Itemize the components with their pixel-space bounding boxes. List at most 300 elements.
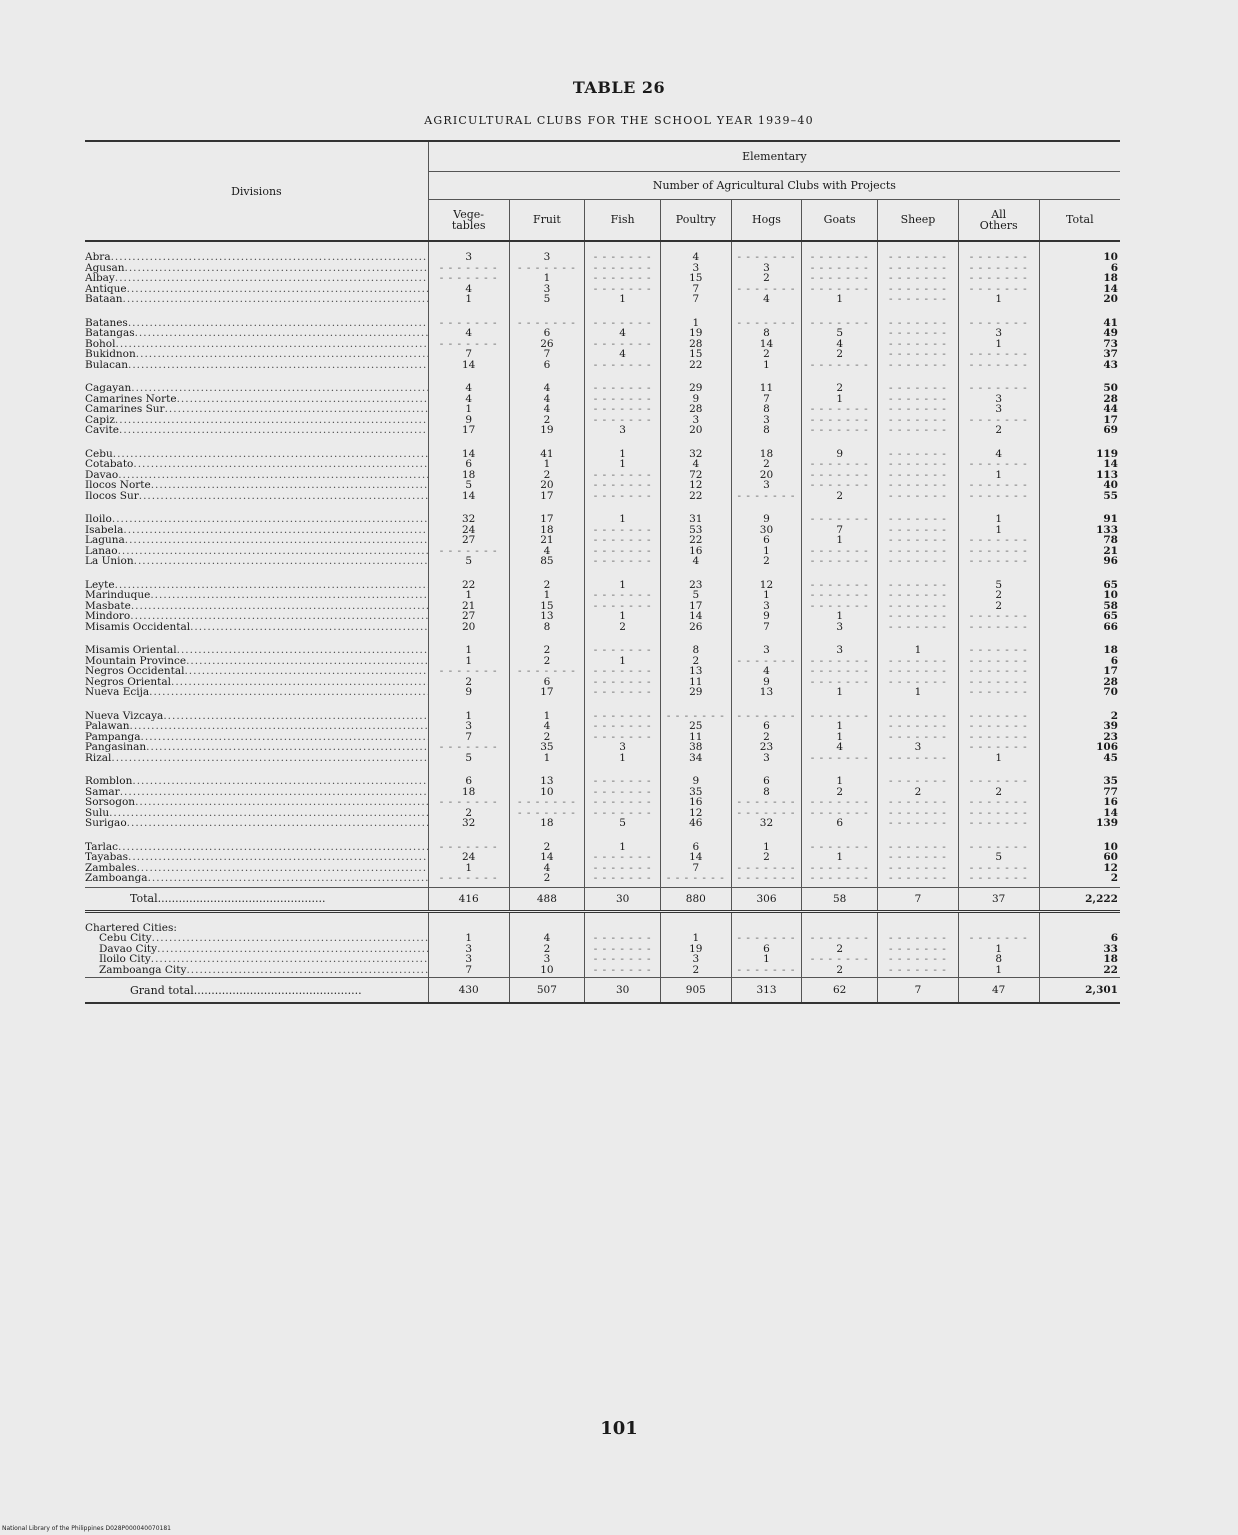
cell-value: 7 [763,621,770,632]
cell-value: - - - - - - - [969,807,1028,818]
cell-value: - - - - - - - [593,545,652,556]
spacer [959,923,1039,934]
cell-value: - - - - - - - [593,786,652,797]
cell-value: 6 [1110,933,1118,944]
cell-value: - - - - - - - [888,262,947,273]
cell-value: 1 [465,862,472,873]
total-value: 2,222 [1039,887,1120,911]
cell-value: 3 [543,252,551,263]
division-name: Misamis Oriental ..... [85,645,428,656]
cell-value: 85 [540,556,554,567]
cell-value: - - - - - - - [888,873,947,884]
cell-value: 17 [689,600,703,611]
cell-value: 1 [836,687,844,698]
cell-value: - - - - - - - [969,556,1028,567]
cell-value: 28 [1103,393,1118,404]
cell-value: - - - - - - - [888,283,947,294]
cell-value: 5 [995,852,1003,863]
spacer [585,923,660,934]
cell-value: - - - - - - - [810,600,869,611]
cell-value: 44 [1103,404,1118,415]
cell-value: - - - - - - - [593,873,652,884]
cell-value: 4 [543,862,551,873]
cell-value: - - - - - - - [810,579,869,590]
cell-value: - - - - - - - [593,721,652,732]
cell-value: - - - - - - - [666,710,725,721]
cell-value: - - - - - - - [737,873,796,884]
cell-value: 20 [1103,294,1118,305]
cell-value: - - - - - - - [888,359,947,370]
total-value: 313 [731,978,802,1004]
cell-value: 2 [543,943,551,954]
cell-value: 2 [543,645,551,656]
cell-value: 3 [763,414,770,425]
cell-value: - - - - - - - [593,862,652,873]
cell-value: 15 [689,349,703,360]
cell-value: 3 [995,328,1003,339]
cell-value: 14 [1103,459,1118,470]
cell-value: 16 [689,797,703,808]
cell-value: 1 [692,317,700,328]
cell-value: 73 [1103,338,1118,349]
cell-value: 9 [465,687,472,698]
cell-value: 1 [836,776,844,787]
cell-value: 2 [836,349,844,360]
cell-value: 7 [465,349,472,360]
cell-value: - - - - - - - [969,933,1028,944]
cell-value: - - - - - - - [593,469,652,480]
cell-value: 16 [1103,797,1118,808]
cell-value: - - - - - - - [810,283,869,294]
cell-value: 32 [461,818,476,829]
cell-value: 29 [689,687,703,698]
cell-value: 17 [1103,414,1118,425]
cell-value: - - - - - - - [810,556,869,567]
cell-value: - - - - - - - [969,459,1028,470]
cell-value: 35 [689,786,703,797]
cell-value: 3 [692,954,700,965]
cell-value: 1 [914,687,922,698]
spacer [429,923,509,934]
cell-value: - - - - - - - [593,404,652,415]
division-group [85,439,1120,505]
cell-value: 3 [763,262,770,273]
cell-value: - - - - - - - [888,294,947,305]
division-name: Camarines Norte ..... [85,394,428,405]
cell-value: - - - - - - - [888,459,947,470]
cell-value: - - - - - - - [593,600,652,611]
division-name: Romblon ..... [85,776,428,787]
column-header: Vege- tables [428,199,509,241]
cell-value: 69 [1103,425,1118,436]
division-group [85,911,1120,978]
division-name: Bukidnon ..... [85,349,428,360]
cell-value: 1 [995,964,1003,975]
cell-value: 8 [763,404,770,415]
cell-value: - - - - - - - [517,262,576,273]
cell-value: - - - - - - - [517,797,576,808]
cell-value: - - - - - - - [969,655,1028,666]
cell-value: 1 [836,721,844,732]
cell-value: 12 [1103,862,1118,873]
cell-value: 7 [692,294,700,305]
cell-value: 35 [1103,776,1118,787]
cell-value: - - - - - - - [810,514,869,525]
cell-value: 2 [543,731,551,742]
cell-value: 20 [689,425,703,436]
cell-value: 4 [836,742,844,753]
cell-value: - - - - - - - [810,752,869,763]
total-label: Total................................................ [85,887,428,911]
cell-value: - - - - - - - [593,556,652,567]
cell-value: - - - - - - - [888,655,947,666]
cell-value: 32 [461,514,476,525]
cell-value: 9 [763,514,770,525]
cell-value: 2 [692,655,700,666]
cell-value: 13 [689,666,703,677]
cell-value: 14 [689,611,703,622]
division-group [85,241,1120,308]
division-name: Negros Occidental ..... [85,666,428,677]
cell-value: 19 [540,425,554,436]
cell-value: 20 [759,469,774,480]
cell-value: - - - - - - - [737,807,796,818]
division-name: Batangas ..... [85,328,428,339]
division-group [85,635,1120,701]
cell-value: 1 [995,752,1003,763]
division-name: Capiz ..... [85,415,428,426]
cell-value: 2 [543,873,551,884]
cell-value: 7 [465,731,472,742]
division-group [85,570,1120,636]
total-value: 7 [878,887,959,911]
division-name: Nueva Vizcaya ..... [85,711,428,722]
cell-value: - - - - - - - [888,252,947,263]
cell-value: - - - - - - - [888,480,947,491]
cell-value: - - - - - - - [810,359,869,370]
table-subtitle: AGRICULTURAL CLUBS FOR THE SCHOOL YEAR 1939–40 [424,114,814,127]
cell-value: 18 [1103,645,1118,656]
total-label: Grand total................................................ [85,978,428,1004]
cell-value: 2 [836,490,844,501]
cell-value: 7 [543,349,551,360]
cell-value: - - - - - - - [888,524,947,535]
cell-value: 3 [763,480,770,491]
cell-value: - - - - - - - [810,414,869,425]
cell-value: 19 [689,328,703,339]
cell-value: - - - - - - - [810,545,869,556]
cell-value: 8 [763,786,770,797]
cell-value: 3 [836,621,844,632]
cell-value: - - - - - - - [439,873,498,884]
division-name: Marinduque ..... [85,590,428,601]
cell-value: 25 [689,721,703,732]
cell-value: 4 [692,252,700,263]
total-value: 507 [509,978,585,1004]
cell-value: 6 [465,776,472,787]
cell-value: 14 [759,338,774,349]
cell-value: - - - - - - - [888,514,947,525]
cell-value: - - - - - - - [593,414,652,425]
cell-value: - - - - - - - [439,338,498,349]
spacer [1040,923,1120,934]
cell-value: - - - - - - - [593,933,652,944]
division-name: Laguna ..... [85,535,428,546]
cell-value: 4 [543,393,551,404]
cell-value: 2 [995,590,1003,601]
cell-value: - - - - - - - [969,611,1028,622]
cell-value: - - - - - - - [969,710,1028,721]
cell-value: 20 [540,480,554,491]
cell-value: 14 [689,852,703,863]
cell-value: - - - - - - - [593,645,652,656]
cell-value: 50 [1103,383,1118,394]
cell-value: 37 [1103,349,1118,360]
cell-value: - - - - - - - [810,954,869,965]
cell-value: 1 [465,404,472,415]
total-value: 880 [660,887,731,911]
cell-value: 22 [689,359,703,370]
projects-header: Number of Agricultural Clubs with Projects [428,171,1120,199]
cell-value: 1 [543,752,551,763]
cell-value: 28 [689,404,703,415]
cell-value: - - - - - - - [810,862,869,873]
cell-value: - - - - - - - [810,841,869,852]
cell-value: 1 [619,841,626,852]
cell-value: - - - - - - - [969,742,1028,753]
cell-value: 2 [763,273,770,284]
division-name: Rizal ..... [85,753,428,764]
cell-value: 72 [689,469,703,480]
cell-value: 3 [619,425,626,436]
cell-value: 15 [689,273,703,284]
cell-value: 1 [763,954,770,965]
division-name: Cavite ..... [85,425,428,436]
cell-value: - - - - - - - [888,964,947,975]
cell-value: 60 [1103,852,1118,863]
division-name: Lanao ..... [85,546,428,557]
cell-value: - - - - - - - [737,964,796,975]
cell-value: 1 [543,273,551,284]
cell-value: - - - - - - - [888,621,947,632]
division-group [85,766,1120,832]
cell-value: - - - - - - - [969,721,1028,732]
cell-value: 4 [692,556,700,567]
cell-value: - - - - - - - [888,776,947,787]
cell-value: - - - - - - - [517,807,576,818]
cell-value: 2 [763,349,770,360]
cell-value: 1 [619,579,626,590]
cell-value: - - - - - - - [810,590,869,601]
page-number: 101 [600,1418,638,1439]
cell-value: 8 [692,645,700,656]
cell-value: - - - - - - - [888,469,947,480]
cell-value: - - - - - - - [810,710,869,721]
cell-value: 10 [1103,252,1118,263]
cell-value: 4 [543,383,551,394]
cell-value: 14 [461,359,476,370]
spacer [878,923,958,934]
cell-value: 4 [543,545,551,556]
cell-value: 21 [1103,545,1118,556]
cell-value: 6 [763,943,770,954]
column-header: Fruit [509,199,585,241]
division-name: Masbate ..... [85,601,428,612]
division-group [85,832,1120,888]
cell-value: - - - - - - - [888,393,947,404]
cell-value: 6 [1110,655,1118,666]
division-name: Mountain Province ..... [85,656,428,667]
cell-value: - - - - - - - [810,425,869,436]
cell-value: 7 [763,393,770,404]
cell-value: 55 [1103,490,1118,501]
cell-value: 4 [836,338,844,349]
cell-value: 2 [995,600,1003,611]
cell-value: - - - - - - - [593,797,652,808]
cell-value: 6 [543,328,551,339]
spacer [661,923,731,934]
cell-value: 41 [1103,317,1118,328]
total-value: 430 [428,978,509,1004]
cell-value: 1 [619,294,626,305]
cell-value: - - - - - - - [888,590,947,601]
cell-value: - - - - - - - [888,818,947,829]
cell-value: 8 [543,621,551,632]
column-header: Poultry [660,199,731,241]
cell-value: 1 [619,514,626,525]
cell-value: - - - - - - - [593,283,652,294]
cell-value: - - - - - - - [969,818,1028,829]
cell-value: 10 [1103,841,1118,852]
cell-value: - - - - - - - [888,556,947,567]
cell-value: - - - - - - - [737,862,796,873]
cell-value: 65 [1103,611,1118,622]
total-value: 47 [958,978,1039,1004]
total-value: 488 [509,887,585,911]
cell-value: 49 [1103,328,1118,339]
cell-value: - - - - - - - [593,317,652,328]
total-value: 7 [878,978,959,1004]
cell-value: 9 [763,611,770,622]
cell-value: 1 [619,459,626,470]
cell-value: - - - - - - - [517,317,576,328]
total-value: 30 [585,887,661,911]
column-header: All Others [958,199,1039,241]
column-header: Total [1039,199,1120,241]
cell-value: 1 [465,294,472,305]
cell-value: 2 [836,943,844,954]
cell-value: - - - - - - - [888,535,947,546]
cell-value: - - - - - - - [888,797,947,808]
cell-value: - - - - - - - [593,262,652,273]
cell-value: 4 [543,933,551,944]
cell-value: - - - - - - - [969,359,1028,370]
cell-value: 2 [465,807,472,818]
cell-value: 1 [465,645,472,656]
cell-value: 2 [836,383,844,394]
cell-value: 14 [461,448,476,459]
cell-value: 65 [1103,579,1118,590]
cell-value: 3 [619,742,626,753]
cell-value: 1 [465,933,472,944]
cell-value: 9 [836,448,844,459]
cell-value: - - - - - - - [888,731,947,742]
cell-value: - - - - - - - [810,797,869,808]
agricultural-clubs-table [85,140,1120,1004]
cell-value: 4 [465,328,472,339]
cell-value: 1 [995,469,1003,480]
cell-value: 2 [763,852,770,863]
cell-value: - - - - - - - [810,459,869,470]
cell-value: - - - - - - - [969,687,1028,698]
cell-value: 3 [763,752,770,763]
division-name: Davao ..... [85,470,428,481]
division-name: Cebu City ..... [85,933,428,944]
cell-value: 96 [1103,556,1118,567]
cell-value: 3 [465,252,472,263]
cell-value: 1 [995,338,1003,349]
cell-value: 16 [689,545,703,556]
cell-value: - - - - - - - [593,852,652,863]
cell-value: - - - - - - - [888,807,947,818]
cell-value: - - - - - - - [810,807,869,818]
cell-value: - - - - - - - [810,317,869,328]
cell-value: - - - - - - - [737,933,796,944]
cell-value: 6 [763,721,770,732]
cell-value: - - - - - - - [888,721,947,732]
library-footer: National Library of the Philippines D028P000040070181 [2,1525,171,1532]
cell-value: 1 [465,655,472,666]
cell-value: 14 [540,852,554,863]
division-group [85,373,1120,439]
cell-value: - - - - - - - [888,710,947,721]
cell-value: - - - - - - - [888,448,947,459]
cell-value: 11 [689,731,703,742]
total-value: 416 [428,887,509,911]
cell-value: - - - - - - - [810,404,869,415]
cell-value: - - - - - - - [737,710,796,721]
division-name: Agusan ..... [85,263,428,274]
cell-value: 9 [763,676,770,687]
division-name: Bulacan ..... [85,360,428,371]
cell-value: - - - - - - - [810,273,869,284]
division-name: Tayabas ..... [85,852,428,863]
division-name: Sorsogon ..... [85,797,428,808]
cell-value: 46 [689,818,703,829]
cell-value: 12 [689,480,703,491]
division-name: Pangasinan ..... [85,742,428,753]
cell-value: - - - - - - - [593,676,652,687]
cell-value: 6 [692,841,700,852]
cell-value: 2 [836,786,844,797]
division-name: Isabela ..... [85,525,428,536]
division-name: Cotabato ..... [85,459,428,470]
cell-value: - - - - - - - [888,425,947,436]
cell-value: - - - - - - - [888,579,947,590]
cell-value: 6 [1110,262,1118,273]
cell-value: 4 [465,383,472,394]
cell-value: - - - - - - - [888,490,947,501]
cell-value: - - - - - - - [810,676,869,687]
cell-value: - - - - - - - [969,862,1028,873]
total-row [85,887,1120,911]
column-header: Goats [802,199,878,241]
cell-value: - - - - - - - [969,545,1028,556]
cell-value: - - - - - - - [969,535,1028,546]
division-name: Ilocos Sur ..... [85,491,428,502]
cell-value: 18 [461,469,476,480]
cell-value: 28 [1103,676,1118,687]
